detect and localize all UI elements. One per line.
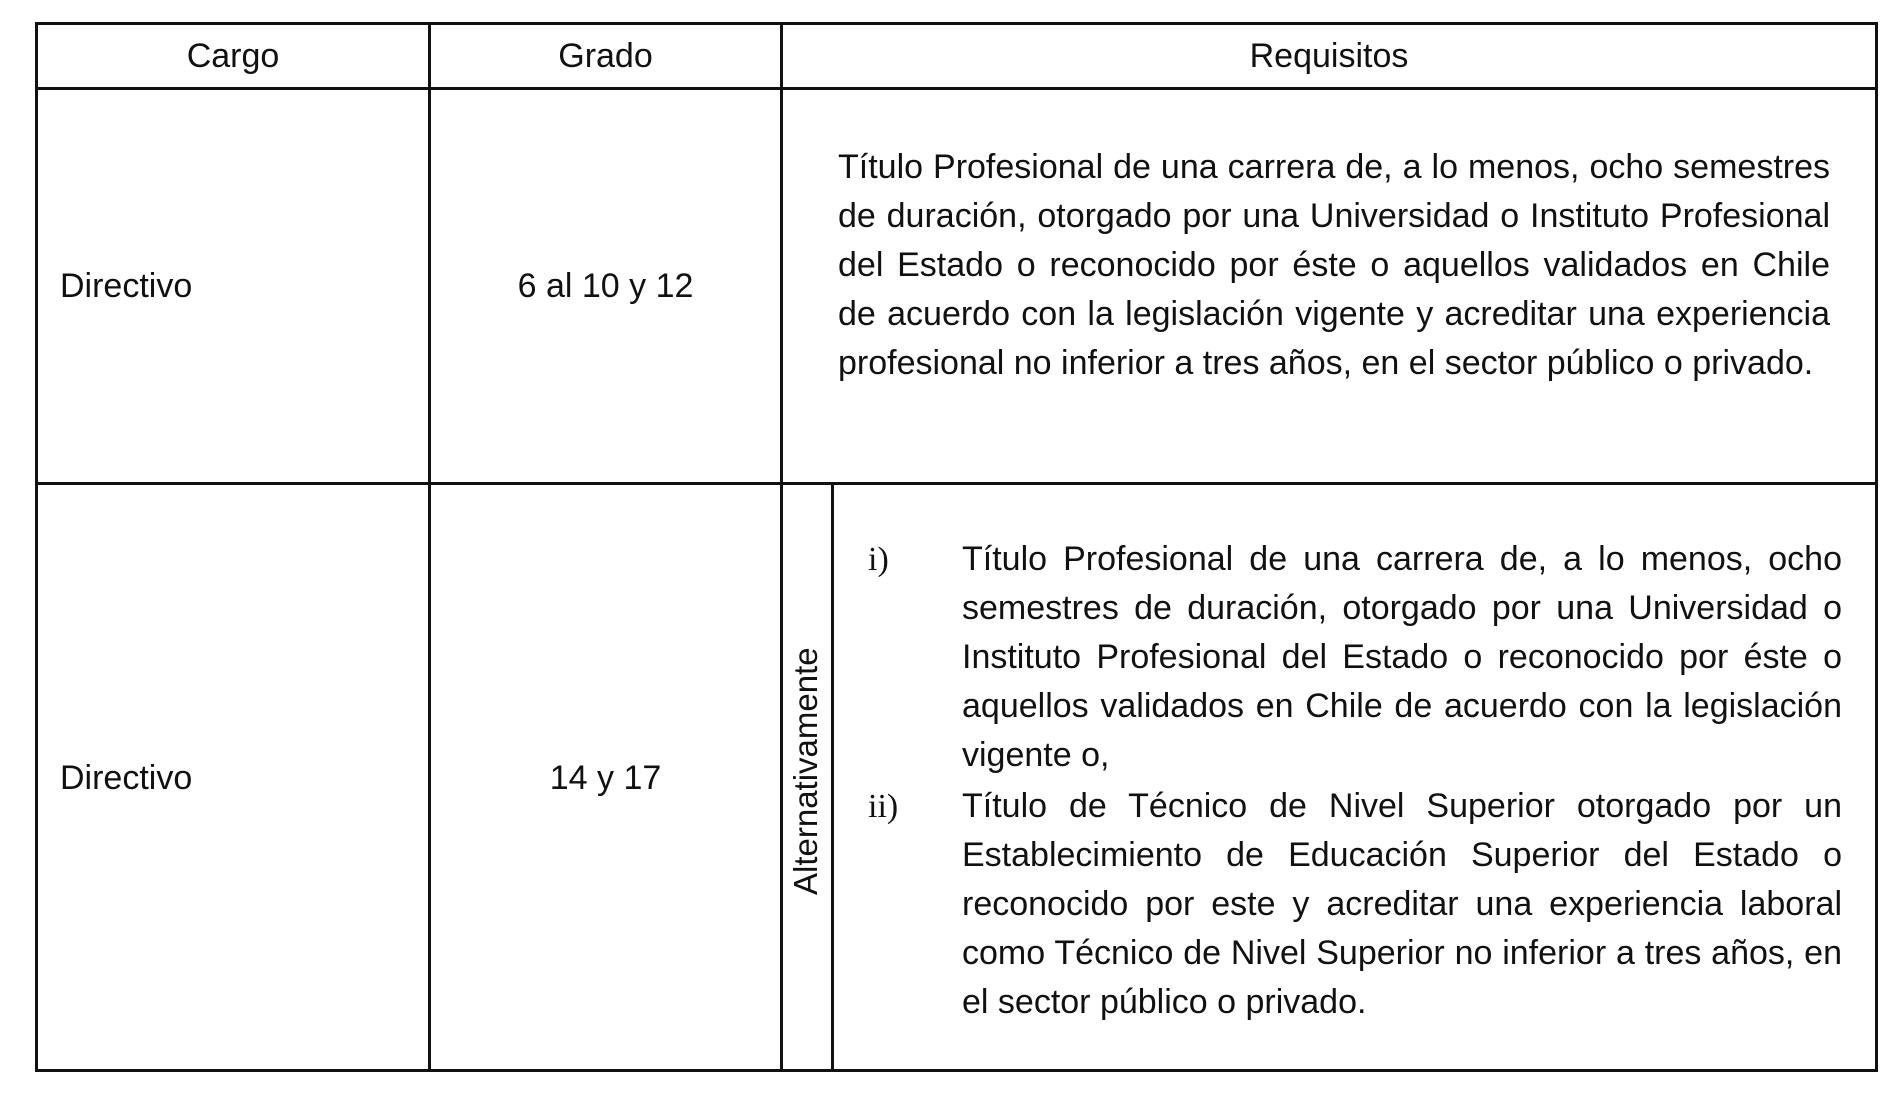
header-cargo: Cargo bbox=[186, 36, 280, 75]
requirements-table bbox=[35, 22, 1878, 1072]
row-1-cargo: Directivo bbox=[60, 266, 193, 305]
row-1-requisitos: Título Profesional de una carrera de, a lo menos, ocho semestres de duración, otorgado por una Universidad o Instituto Profesional del Estado o reconocido por éste o aquellos validados en Chile de acuerdo con la legislación vigente y acreditar una experiencia profesional no inferior a tres años, en el sector público o privado. bbox=[838, 148, 1830, 382]
row-2-grado: 14 y 17 bbox=[549, 759, 662, 797]
list-marker: ii) bbox=[868, 788, 899, 825]
alt-column-divider bbox=[831, 485, 834, 1072]
column-divider bbox=[780, 25, 783, 1069]
list-item-text: Título Profesional de una carrera de, a lo menos, ocho semestres de duración, otorgado por una Universidad o Instituto Profesional del Estado o reconocido por éste o aquellos validados en Chile de acuerdo con la legislación vigente o, bbox=[962, 540, 1842, 774]
header-requisitos: Requisitos bbox=[1249, 36, 1409, 75]
row-2-cargo: Directivo bbox=[60, 759, 193, 797]
alternativamente-label: Alternativamente bbox=[787, 647, 824, 895]
header-grado: Grado bbox=[558, 36, 653, 75]
list-marker: i) bbox=[868, 541, 889, 578]
row-1-grado: 6 al 10 y 12 bbox=[517, 266, 694, 305]
list-item-text: Título de Técnico de Nivel Superior otorgado por un Establecimiento de Educación Superior del Estado o reconocido por este y acreditar una experiencia laboral como Técnico de Nivel Superior no inferior a tres años, en el sector público o privado. bbox=[962, 787, 1842, 1021]
